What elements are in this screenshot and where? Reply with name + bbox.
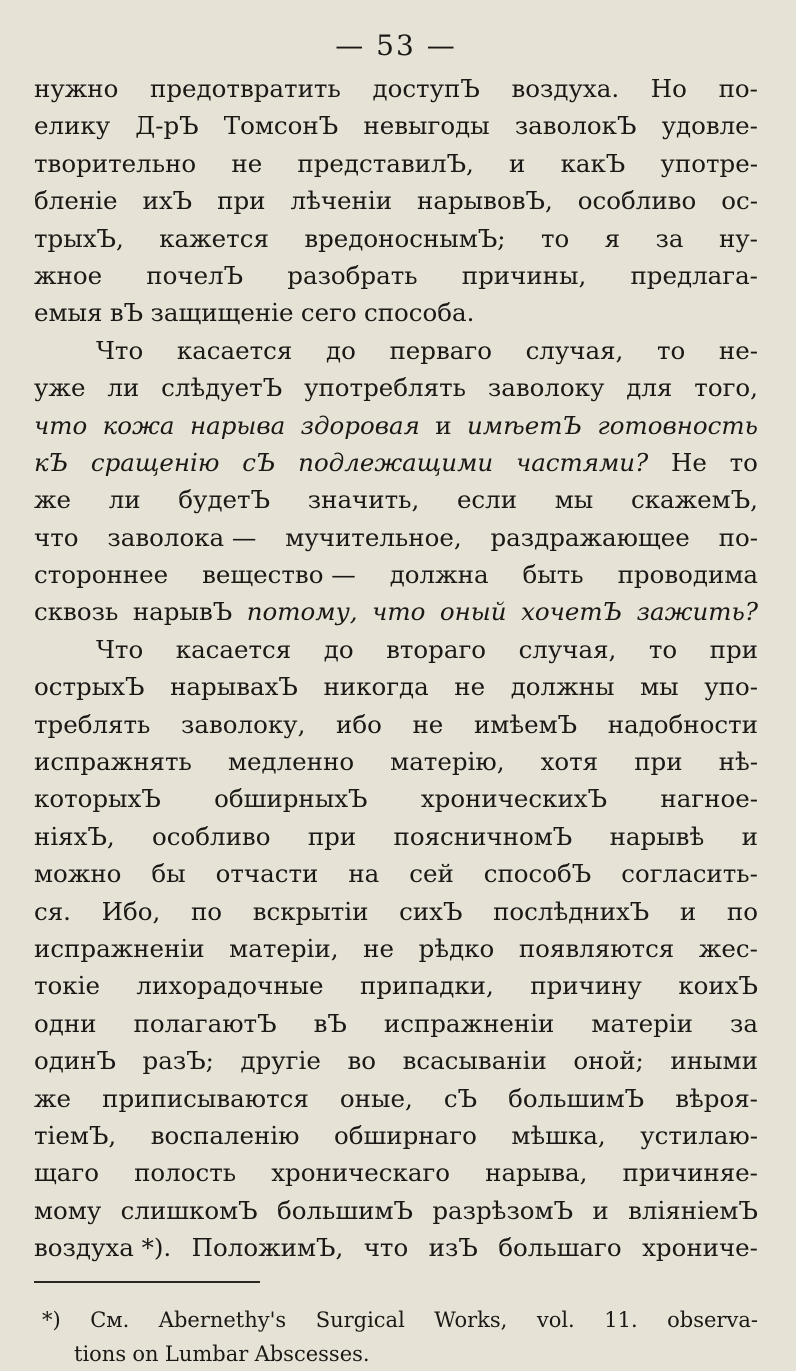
word: можно	[34, 859, 122, 889]
word: См.	[90, 1307, 130, 1332]
word: сЪ	[242, 447, 276, 477]
word: особливо	[152, 821, 271, 851]
word: вредоноснымЪ;	[304, 223, 506, 253]
word: зажить?	[636, 597, 758, 627]
text-line	[34, 1154, 758, 1191]
word: употреблять	[304, 373, 466, 403]
word: что	[363, 1233, 409, 1263]
word: не-	[718, 335, 758, 365]
word: творительно	[34, 148, 197, 178]
word: на	[348, 859, 380, 889]
word: кожа	[102, 410, 175, 440]
word: отчасти	[215, 859, 319, 889]
word: Не	[670, 447, 707, 477]
word: и	[592, 1195, 609, 1225]
word: нiяхЪ,	[34, 821, 115, 851]
word: Д-рЪ	[135, 111, 199, 141]
text-line	[34, 706, 758, 743]
word: мѣшка,	[511, 1120, 606, 1150]
word: елику	[34, 111, 111, 141]
word: Surgical	[315, 1307, 405, 1332]
word: заволока —	[107, 522, 257, 552]
word: то	[656, 335, 686, 365]
word: касается	[175, 634, 292, 664]
word: появляются	[518, 933, 675, 963]
word: нужно	[34, 74, 119, 103]
word: полагаютЪ	[133, 1008, 277, 1038]
word: никогда	[323, 672, 429, 702]
word: что	[34, 522, 79, 552]
word: матерiи	[591, 1008, 693, 1038]
word: сего	[300, 298, 357, 328]
word: предлага-	[630, 260, 758, 290]
word: заволоку,	[181, 709, 306, 739]
word: должны	[510, 672, 615, 702]
word: не	[412, 709, 444, 739]
word: если	[456, 485, 518, 515]
word: при	[634, 747, 683, 777]
word: on	[132, 1341, 159, 1366]
word: по-	[718, 74, 758, 103]
word: оной;	[573, 1046, 644, 1076]
word: значить,	[307, 485, 420, 515]
word: Abernethy's	[158, 1307, 287, 1332]
word: 11.	[604, 1307, 638, 1332]
word: не	[363, 933, 394, 963]
word: observa-	[667, 1307, 758, 1332]
word: которыхЪ	[34, 784, 161, 814]
word: вЪ	[313, 1008, 347, 1038]
footnote	[34, 1303, 758, 1371]
page-number: — 53 —	[335, 29, 457, 62]
word: причиняе-	[622, 1158, 758, 1188]
word: имѣемЪ	[473, 709, 578, 739]
word: за	[730, 1008, 758, 1038]
text-line	[34, 855, 758, 892]
text-line	[34, 818, 758, 855]
word: бленiе	[34, 186, 118, 216]
text-line	[34, 182, 758, 219]
word: и	[435, 410, 452, 440]
word: испражнять	[34, 747, 192, 777]
word: нарыва	[189, 410, 286, 440]
body-text	[34, 70, 758, 1267]
text-line	[34, 332, 758, 369]
word: перваго	[389, 335, 492, 365]
word: мы	[554, 485, 594, 515]
text-line	[34, 407, 758, 444]
word: хрониче-	[642, 1233, 758, 1263]
word: какЪ	[560, 148, 626, 178]
word: рѣдко	[418, 933, 495, 963]
word: большимЪ	[276, 1195, 413, 1225]
word: что	[34, 410, 88, 440]
word: сращенiю	[90, 447, 220, 477]
word: здоровая	[300, 410, 420, 440]
word: обширнаго	[334, 1120, 477, 1150]
text-line	[34, 967, 758, 1004]
word: изЪ	[428, 1233, 478, 1263]
word: же	[34, 485, 72, 515]
footnote-line	[34, 1303, 758, 1337]
word: оный	[439, 597, 507, 627]
word: Что	[96, 634, 144, 664]
text-line	[34, 220, 758, 257]
text-line	[34, 893, 758, 930]
word: по	[190, 896, 223, 926]
text-line	[34, 780, 758, 817]
word: Но	[650, 74, 687, 103]
text-line	[34, 1117, 758, 1154]
word: сихЪ	[399, 896, 463, 926]
word: что	[372, 597, 426, 627]
word: то	[648, 634, 678, 664]
text-line	[34, 70, 758, 107]
word: трыхЪ,	[34, 223, 124, 253]
word: разобрать	[287, 260, 418, 290]
word: нѣ-	[718, 747, 758, 777]
word: я	[604, 223, 621, 253]
word: удовле-	[661, 111, 758, 141]
word: припадки,	[359, 971, 494, 1001]
word: же	[34, 1083, 72, 1113]
word: употре-	[660, 148, 758, 178]
word: мучительное,	[285, 522, 462, 552]
word: нарывЪ	[132, 597, 233, 627]
word: до	[325, 335, 356, 365]
word: влiянiемЪ	[628, 1195, 758, 1225]
word: *)	[42, 1307, 61, 1332]
word: то	[729, 447, 758, 477]
word: подлежащими	[298, 447, 494, 477]
text-line	[34, 444, 758, 481]
word: надобности	[607, 709, 758, 739]
word: емыя	[34, 298, 103, 328]
word: мому	[34, 1195, 102, 1225]
word: должна	[389, 560, 489, 590]
word: Lumbar	[164, 1341, 249, 1366]
word: за	[655, 223, 684, 253]
word: токiе	[34, 971, 100, 1001]
word: особливо	[577, 186, 697, 216]
text-line	[34, 593, 758, 630]
word: скажемЪ,	[630, 485, 758, 515]
word: того,	[694, 373, 758, 403]
text-line	[34, 1080, 758, 1117]
word: способЪ	[483, 859, 592, 889]
word: потому,	[246, 597, 358, 627]
word: по-	[718, 522, 758, 552]
word: до	[323, 634, 354, 664]
word: вещество —	[202, 560, 356, 590]
word: вЪ	[109, 298, 144, 328]
word: щаго	[34, 1158, 99, 1188]
word: ну-	[718, 223, 758, 253]
word: сквозь	[34, 597, 119, 627]
word: обширныхЪ	[214, 784, 368, 814]
word: при	[709, 634, 758, 664]
word: ПоложимЪ,	[191, 1233, 344, 1263]
word: одни	[34, 1008, 97, 1038]
word: другiе	[240, 1046, 321, 1076]
word: почелЪ	[146, 260, 244, 290]
word: сей	[409, 859, 454, 889]
word: согласить-	[621, 859, 758, 889]
word: случая,	[518, 634, 617, 664]
word: разЪ;	[142, 1046, 214, 1076]
word: во	[347, 1046, 376, 1076]
word: вѣроя-	[675, 1083, 758, 1113]
word: матерiю,	[390, 747, 505, 777]
word: хотя	[540, 747, 599, 777]
word: уже	[34, 373, 86, 403]
word: заволоку	[487, 373, 605, 403]
word: и	[509, 148, 526, 178]
word: нарывѣ	[609, 821, 705, 851]
text-line	[34, 631, 758, 668]
word: и	[741, 821, 758, 851]
word: полость	[134, 1158, 237, 1188]
word: хочетЪ	[521, 597, 623, 627]
word: причины,	[461, 260, 587, 290]
word: испражненiи	[34, 933, 205, 963]
word: вскрытiи	[252, 896, 369, 926]
word: воздуха.	[511, 74, 620, 103]
word: лихорадочные	[136, 971, 324, 1001]
word: большимЪ	[508, 1083, 645, 1113]
word: быть	[522, 560, 584, 590]
word: оные,	[339, 1083, 413, 1113]
word: хроническаго	[271, 1158, 451, 1188]
text-line	[34, 145, 758, 182]
word: всасыванiи	[402, 1046, 547, 1076]
text-line	[34, 257, 758, 294]
word: способа.	[364, 298, 475, 328]
word: втораго	[386, 634, 487, 664]
word: жес-	[698, 933, 758, 963]
word: нарыва,	[485, 1158, 588, 1188]
text-line	[34, 668, 758, 705]
text-line	[34, 369, 758, 406]
word: касается	[176, 335, 293, 365]
word: иными	[670, 1046, 758, 1076]
word: и	[679, 896, 697, 926]
word: приписываются	[102, 1083, 309, 1113]
text-line	[34, 1042, 758, 1079]
text-line	[34, 481, 758, 518]
word: ся.	[34, 896, 71, 926]
word: острыхЪ	[34, 672, 145, 702]
word: частями?	[515, 447, 649, 477]
word: по	[726, 896, 758, 926]
text-line	[34, 107, 758, 144]
word: коихЪ	[678, 971, 758, 1001]
word: слишкомЪ	[120, 1195, 258, 1225]
word: vol.	[536, 1307, 575, 1332]
word: воздуха *).	[34, 1233, 172, 1263]
text-line	[34, 1229, 758, 1266]
word: имѣетЪ	[467, 410, 582, 440]
text-line	[34, 930, 758, 967]
word: упо-	[704, 672, 758, 702]
word: случая,	[525, 335, 624, 365]
word: нарывовЪ,	[417, 186, 553, 216]
word: кажется	[159, 223, 269, 253]
word: ли	[107, 373, 140, 403]
word: жное	[34, 260, 103, 290]
word: не	[454, 672, 486, 702]
word: одинЪ	[34, 1046, 116, 1076]
word: при	[217, 186, 266, 216]
word: причину	[530, 971, 642, 1001]
word: ибо	[336, 709, 382, 739]
word: воспаленiю	[150, 1120, 300, 1150]
word: доступЪ	[372, 74, 480, 103]
word: ли	[108, 485, 141, 515]
word: защищенiе	[150, 298, 294, 328]
word: бы	[151, 859, 186, 889]
word: матерiи,	[229, 933, 339, 963]
word: Abscesses.	[254, 1341, 370, 1366]
word: хроническихЪ	[420, 784, 608, 814]
word: нагное-	[660, 784, 758, 814]
word: послѣднихЪ	[493, 896, 650, 926]
text-line	[34, 743, 758, 780]
word: представилЪ,	[297, 148, 474, 178]
word: проводима	[617, 560, 758, 590]
word: Works,	[434, 1307, 508, 1332]
text-line	[34, 294, 758, 331]
text-line	[34, 1192, 758, 1229]
word: нарывахЪ	[170, 672, 298, 702]
word: то	[540, 223, 570, 253]
word: Что	[96, 335, 144, 365]
word: tions	[74, 1341, 127, 1366]
word: ихЪ	[142, 186, 193, 216]
word: слѣдуетЪ	[161, 373, 283, 403]
word: ТомсонЪ	[223, 111, 339, 141]
word: ос-	[721, 186, 758, 216]
word: раздражающее	[490, 522, 690, 552]
word: при	[307, 821, 357, 851]
text-line	[34, 556, 758, 593]
word: большаго	[498, 1233, 622, 1263]
word: невыгоды	[363, 111, 490, 141]
word: сЪ	[443, 1083, 478, 1113]
text-line	[34, 1005, 758, 1042]
word: тiемЪ,	[34, 1120, 117, 1150]
word: треблять	[34, 709, 151, 739]
footnote-rule	[34, 1281, 260, 1283]
word: предотвратить	[150, 74, 341, 103]
word: стороннее	[34, 560, 169, 590]
text-line	[34, 519, 758, 556]
word: не	[231, 148, 263, 178]
word: поясничномЪ	[393, 821, 573, 851]
word: готовность	[597, 410, 758, 440]
word: заволокЪ	[514, 111, 637, 141]
word: устилаю-	[640, 1120, 758, 1150]
word: лѣченiи	[290, 186, 393, 216]
footnote-line	[34, 1337, 758, 1371]
word: для	[626, 373, 673, 403]
word: будетЪ	[178, 485, 271, 515]
word: разрѣзомЪ	[432, 1195, 574, 1225]
word: медленно	[227, 747, 355, 777]
word: мы	[640, 672, 679, 702]
word: испражненiи	[383, 1008, 555, 1038]
word: кЪ	[34, 447, 69, 477]
word: Ибо,	[101, 896, 161, 926]
